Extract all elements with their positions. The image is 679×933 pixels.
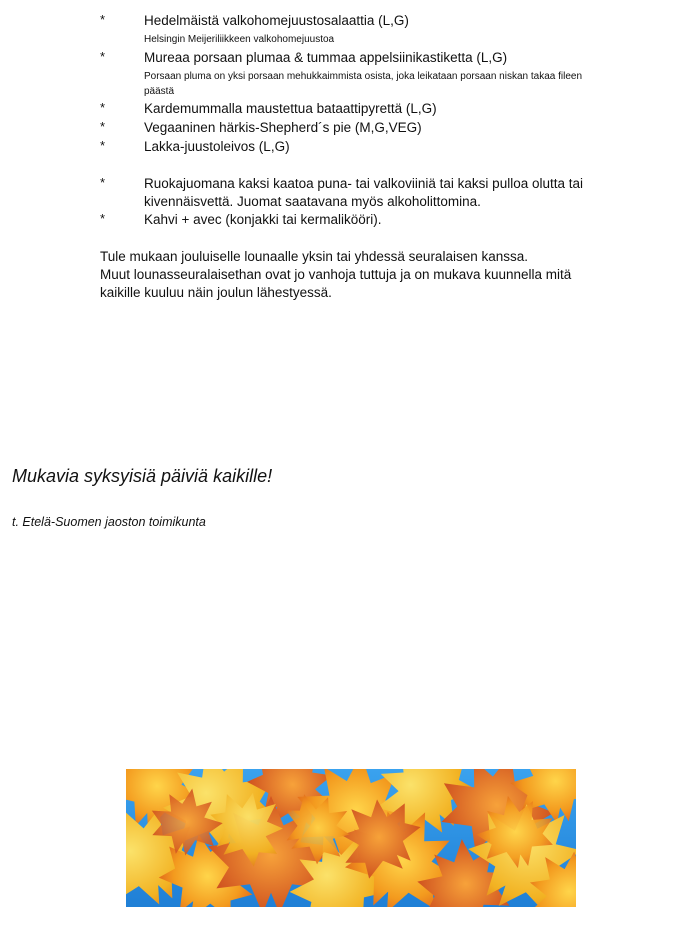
- menu-item-sweet-potato: Kardemummalla maustettua bataattipyrettä (L,G): [144, 101, 437, 116]
- menu-item-dessert: Lakka-juustoleivos (L,G): [144, 139, 290, 154]
- invitation-line-2: Muut lounasseuralaisethan ovat jo vanhoja tuttuja ja on mukava kuunnella mitä: [100, 267, 572, 282]
- bullet: *: [100, 100, 106, 115]
- maple-leaf-cluster: [126, 769, 576, 907]
- bullet: *: [100, 12, 106, 27]
- menu-item-salad: Hedelmäistä valkohomejuustosalaattia (L,G): [144, 13, 409, 28]
- coffee-line: Kahvi + avec (konjakki tai kermalikööri).: [144, 212, 382, 227]
- bullet: *: [100, 49, 106, 64]
- drinks-line-1: Ruokajuomana kaksi kaatoa puna- tai valkoviiniä tai kaksi pulloa olutta tai: [144, 176, 584, 191]
- greeting: Mukavia syksyisiä päiviä kaikille!: [12, 466, 273, 486]
- invitation-line-1: Tule mukaan jouluiselle lounaalle yksin tai yhdessä seuralaisen kanssa.: [100, 249, 528, 264]
- menu-item-pork-note-line-2: päästä: [144, 86, 175, 97]
- menu-item-vegan-pie: Vegaaninen härkis-Shepherd´s pie (M,G,VEG): [144, 120, 422, 135]
- bullet: *: [100, 211, 106, 226]
- bullet: *: [100, 175, 106, 190]
- signature: t. Etelä-Suomen jaoston toimikunta: [12, 515, 206, 529]
- menu-item-pork-note-line-1: Porsaan pluma on yksi porsaan mehukkaimmista osista, joka leikataan porsaan niskan takaa fileen: [144, 71, 583, 82]
- menu-item-salad-note: Helsingin Meijeriliikkeen valkohomejuustoa: [144, 34, 335, 45]
- drinks-line-2: kivennäisvettä. Juomat saatavana myös alkoholittomina.: [144, 194, 481, 209]
- autumn-leaves-image: [126, 769, 576, 907]
- menu-item-pork: Mureaa porsaan plumaa & tummaa appelsiinikastiketta (L,G): [144, 50, 508, 65]
- invitation-line-3: kaikille kuuluu näin joulun lähestyessä.: [100, 285, 332, 300]
- bullet: *: [100, 119, 106, 134]
- bullet: *: [100, 138, 106, 153]
